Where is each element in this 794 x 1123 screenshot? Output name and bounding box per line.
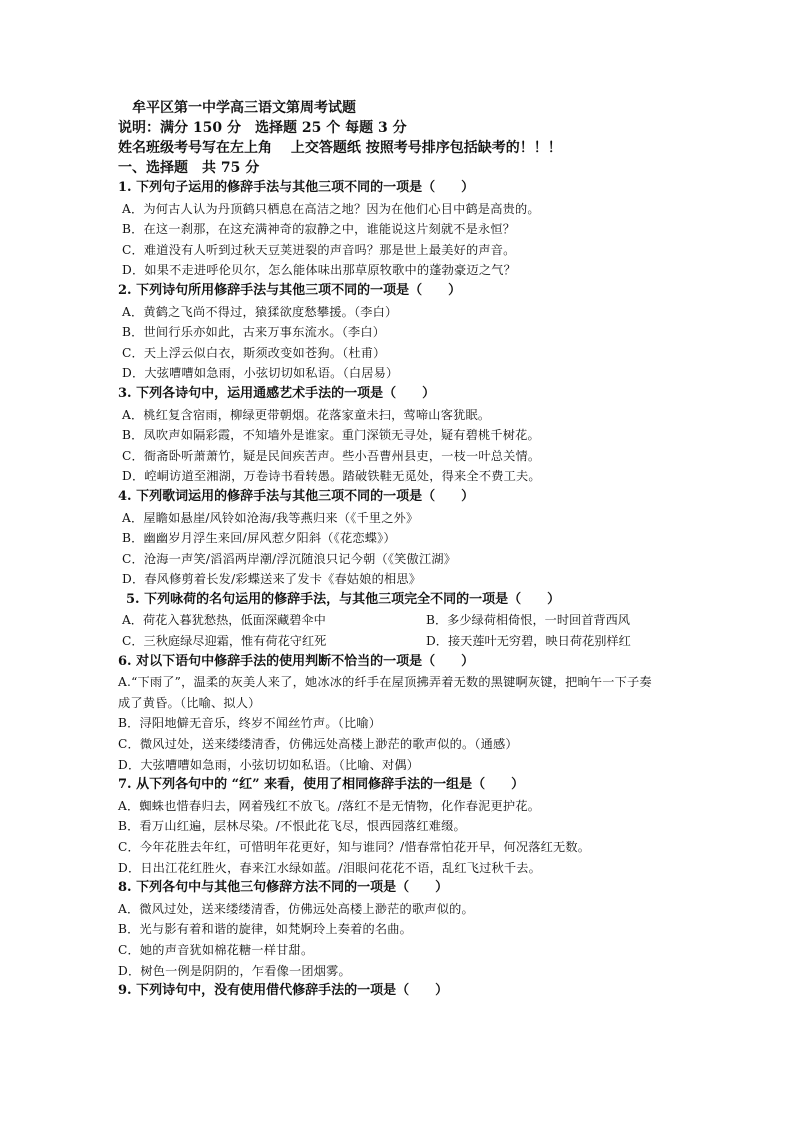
- question-stem: 5. 下列咏荷的名句运用的修辞手法，与其他三项完全不同的一项是（ ）: [126, 591, 561, 607]
- question-stem: 3. 下列各诗句中，运用通感艺术手法的一项是（ ）: [118, 385, 436, 401]
- option-a: A．微风过处，送来缕缕清香，仿佛远处高楼上渺茫的歌声似的。: [118, 901, 474, 916]
- option-c: C．衙斋卧听萧萧竹，疑是民间疾苦声。些小吾曹州县吏，一枝一叶总关情。: [122, 448, 541, 463]
- option-b: B．幽幽岁月浮生来回/屏风惹夕阳斜（《花恋蝶》）: [122, 531, 396, 546]
- question-3: [118, 384, 678, 487]
- option-c: C．今年花胜去年红，可惜明年花更好，知与谁同？/惜春常怕花开早，何况落红无数。: [118, 840, 591, 854]
- exam-title: 牟平区第一中学高三语文第周考试题: [132, 100, 356, 116]
- option-d: D．树色一例是阴阴的，乍看像一团烟雾。: [118, 963, 351, 978]
- section-heading: 一、选择题 共 75 分: [118, 160, 260, 176]
- option-c: C．天上浮云似白衣，斯须改变如苍狗。（杜甫）: [122, 345, 386, 360]
- exam-content: [118, 98, 678, 1002]
- option-d: D．崆峒访道至湘湖，万卷诗书看转愚。踏破铁鞋无觅处，得来全不费工夫。: [122, 469, 541, 484]
- option-a: A．为何古人认为丹顶鹤只栖息在高洁之地？因为在他们心目中鹤是高贵的。: [122, 201, 540, 216]
- option-b: B．光与影有着和谐的旋律，如梵婀玲上奏着的名曲。: [118, 922, 413, 937]
- option-d: D．日出江花红胜火，春来江水绿如蓝。/泪眼问花花不语，乱红飞过秋千去。: [118, 860, 542, 875]
- option-row: [118, 631, 678, 652]
- option-d: D．接天莲叶无穷碧，映日荷花别样红: [426, 634, 631, 649]
- option-b: B．看万山红遍，层林尽染。/不恨此花飞尽，恨西园落红难缀。: [118, 819, 466, 834]
- question-1: [118, 178, 678, 281]
- option-d: D．大弦嘈嘈如急雨，小弦切切如私语。（比喻、对偶）: [118, 757, 420, 772]
- question-9: [118, 981, 678, 1002]
- option-row: [118, 610, 678, 631]
- option-d: D．如果不走进呼伦贝尔，怎么能体味出那草原牧歌中的蓬勃豪迈之气？: [122, 263, 516, 278]
- option-b: B．浔阳地僻无音乐，终岁不闻丝竹声。（比喻）: [118, 716, 382, 731]
- option-d: D．春风修剪着长发/彩蝶送来了发卡《春姑娘的相思》: [122, 572, 422, 587]
- option-b: B．多少绿荷相倚恨，一时回首背西风: [426, 613, 630, 628]
- option-a: A．荷花入暮犹愁热，低面深藏碧伞中: [122, 613, 326, 628]
- question-6: [118, 652, 678, 776]
- option-c: C．三秋庭绿尽迎霜，惟有荷花守红死: [122, 634, 327, 649]
- question-7: [118, 775, 678, 878]
- question-8: [118, 878, 678, 981]
- question-4: [118, 487, 678, 590]
- question-2: [118, 281, 678, 384]
- option-c: C．微风过处，送来缕缕清香，仿佛远处高楼上渺茫的歌声似的。（通感）: [118, 737, 518, 752]
- question-stem: 7. 从下列各句中的 “红” 来看，使用了相同修辞手法的一组是（ ）: [118, 777, 525, 793]
- question-stem: 1. 下列句子运用的修辞手法与其他三项不同的一项是（ ）: [118, 180, 475, 195]
- option-b: B．凤吹声如隔彩霞，不知墙外是谁家。重门深锁无寻处，疑有碧桃千树花。: [122, 428, 540, 443]
- option-d: D．大弦嘈嘈如急雨，小弦切切如私语。（白居易）: [122, 366, 399, 381]
- option-c: C．她的声音犹如棉花糖一样甘甜。: [118, 942, 314, 957]
- question-5: [118, 590, 678, 652]
- option-a: A．屋瞻如悬崖/风铃如沧海/我等燕归来（《千里之外》: [122, 510, 419, 525]
- option-c: C．沧海一声笑/滔滔两岸潮/浮沉随浪只记今朝（《笑傲江湖》: [122, 551, 457, 566]
- option-a: A．黄鹤之飞尚不得过，猿猱欲度愁攀援。（李白）: [122, 304, 398, 319]
- question-stem: 8. 下列各句中与其他三句修辞方法不同的一项是（ ）: [118, 880, 449, 896]
- question-stem: 9. 下列诗句中，没有使用借代修辞手法的一项是（ ）: [118, 983, 449, 999]
- option-a: A.“下雨了”，温柔的灰美人来了，她冰冰的纤手在屋顶拂弄着无数的黑键啊灰键，把晌午一下子奏成了黄昏。（比喻、拟人）: [118, 675, 652, 710]
- option-a: A．蜘蛛也惜春归去，网着残红不放飞。/落红不是无情物，化作春泥更护花。: [118, 798, 541, 813]
- exam-instruction: 姓名班级考号写在左上角 上交答题纸 按照考号排序包括缺考的！！！: [118, 140, 562, 156]
- question-stem: 2. 下列诗句所用修辞手法与其他三项不同的一项是（ ）: [118, 282, 462, 298]
- question-stem: 6. 对以下语句中修辞手法的使用判断不恰当的一项是（ ）: [118, 653, 475, 669]
- option-b: B．在这一刹那，在这充满神奇的寂静之中，谁能说这片刻就不是永恒？: [122, 222, 516, 237]
- exam-note: 说明：满分 150 分 选择题 25 个 每题 3 分: [118, 120, 407, 136]
- option-c: C．难道没有人听到过秋天豆荚迸裂的声音吗？那是世上最美好的声音。: [122, 242, 516, 257]
- option-b: B．世间行乐亦如此，古来万事东流水。（李白）: [122, 325, 386, 340]
- option-a: A．桃红复含宿雨，柳绿更带朝烟。花落家童未扫，莺啼山客犹眠。: [122, 407, 491, 422]
- question-stem: 4. 下列歌词运用的修辞手法与其他三项不同的一项是（ ）: [118, 488, 475, 504]
